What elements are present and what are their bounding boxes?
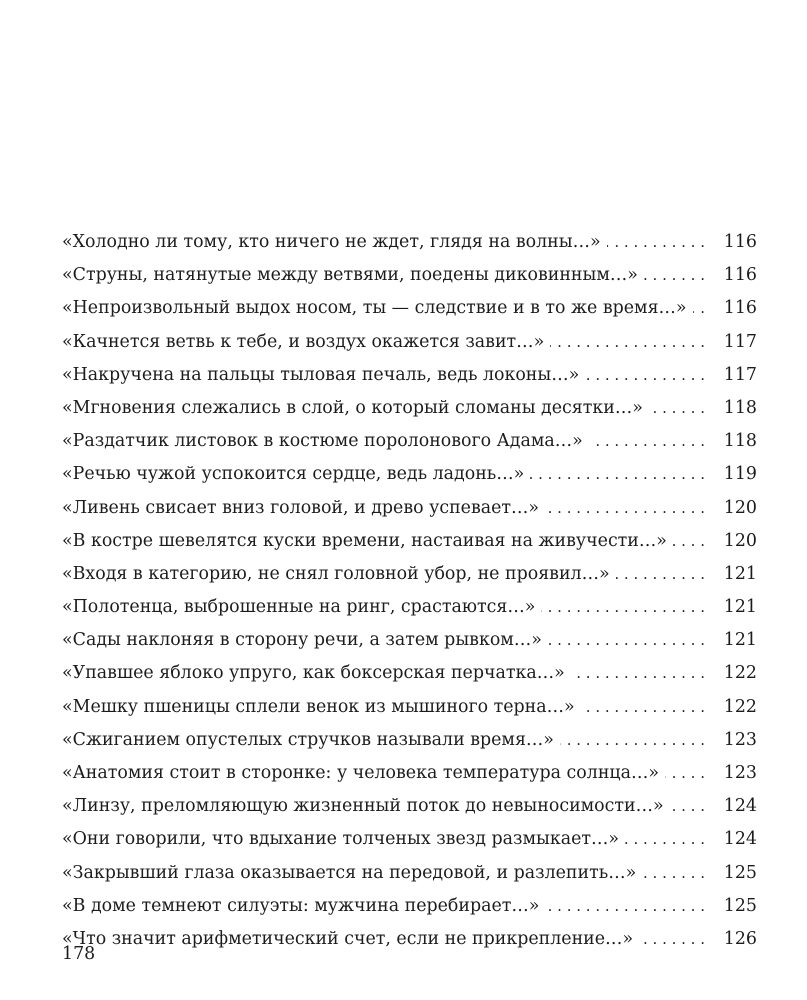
dot-leader <box>673 525 717 558</box>
toc-entry <box>62 292 757 325</box>
dot-leader <box>644 259 717 292</box>
toc-entry-page: 117 <box>723 331 757 352</box>
dot-leader <box>545 890 717 923</box>
dot-leader <box>548 624 717 657</box>
toc-entry <box>62 890 757 923</box>
toc-entry-page: 121 <box>723 563 757 584</box>
toc-entry-title: «Мешку пшеницы сплели венок из мышиного терна…» <box>62 696 575 717</box>
toc-entry-page: 124 <box>723 829 757 850</box>
toc-entry-page: 119 <box>723 464 757 485</box>
toc-entry-title: «Они говорили, что вдыхание толченых звезд размыкает…» <box>62 829 620 850</box>
dot-leader <box>607 226 717 259</box>
toc-entry <box>62 790 757 823</box>
toc-entry-title: «Непроизвольный выдох носом, ты — следствие и в то же время…» <box>62 298 687 319</box>
toc-entry-title: «Сжиганием опустелых стручков называли время…» <box>62 729 554 750</box>
toc-entry-title: «Мгновения слежались в слой, о который сломаны десятки…» <box>62 397 643 418</box>
toc-entry-title: «Ливень свисает вниз головой, и древо успевает…» <box>62 497 540 518</box>
toc-entry-page: 116 <box>723 232 757 252</box>
toc-entry <box>62 492 757 525</box>
toc-entry <box>62 458 757 491</box>
toc-entry-page: 121 <box>723 630 757 651</box>
toc-entry-title: «В костре шевелятся куски времени, настаивая на живучести…» <box>62 530 667 551</box>
dot-leader <box>649 392 717 425</box>
toc-entry-title: «Линзу, преломляющую жизненный поток до невыносимости…» <box>62 796 664 817</box>
toc-entry-title: «В доме темнеют силуэты: мужчина перебирает…» <box>62 895 540 916</box>
toc-entry-page: 118 <box>723 397 757 418</box>
toc-entry-title: «Упавшее яблоко упруго, как боксерская перчатка…» <box>62 663 565 684</box>
dot-leader <box>625 823 717 856</box>
dot-leader <box>670 790 717 823</box>
toc-entry-page: 120 <box>723 497 757 518</box>
toc-entry <box>62 923 757 956</box>
toc-entry <box>62 425 757 458</box>
toc-entry-page: 122 <box>723 663 757 684</box>
toc-entry <box>62 857 757 890</box>
page-number: 178 <box>62 944 96 964</box>
toc-entry <box>62 359 757 392</box>
dot-leader <box>560 724 717 757</box>
toc-entry-title: «Что значит арифметический счет, если не прикрепление…» <box>62 928 634 949</box>
toc-entry-title: «Раздатчик листовок в костюме поролонового Адама…» <box>62 431 583 452</box>
toc-entry <box>62 691 757 724</box>
toc-entry-title: «Холодно ли тому, кто ничего не ждет, глядя на волны…» <box>62 232 601 252</box>
toc-entry-page: 123 <box>723 763 757 783</box>
toc-entry-page: 122 <box>723 696 757 717</box>
dot-leader <box>693 292 717 325</box>
toc-entry <box>62 259 757 292</box>
toc-entry-page: 123 <box>723 729 757 750</box>
toc-entry <box>62 326 757 359</box>
toc-entry-page: 125 <box>723 862 757 883</box>
dot-leader <box>541 591 717 624</box>
toc-entry <box>62 724 757 757</box>
table-of-contents <box>62 226 757 956</box>
toc-entry-title: «Входя в категорию, не снял головной убор, не проявил…» <box>62 563 610 584</box>
toc-entry <box>62 591 757 624</box>
dot-leader <box>616 558 717 591</box>
toc-entry <box>62 392 757 425</box>
toc-entry-title: «Качнется ветвь к тебе, и воздух окажется завит…» <box>62 331 545 352</box>
toc-entry <box>62 525 757 558</box>
toc-entry-title: «Накручена на пальцы тыловая печаль, ведь локоны…» <box>62 364 580 385</box>
toc-entry-title: «Полотенца, выброшенные на ринг, срастаются…» <box>62 597 536 618</box>
toc-entry-page: 125 <box>723 895 757 916</box>
toc-entry-title: «Закрывший глаза оказывается на передовой, и разлепить…» <box>62 862 637 883</box>
toc-entry-title: «Сады наклоняя в сторону речи, а затем рывком…» <box>62 630 542 651</box>
toc-entry-title: «Анатомия стоит в сторонке: у человека температура солнца…» <box>62 763 659 783</box>
dot-leader <box>530 458 717 491</box>
dot-leader <box>665 757 717 790</box>
toc-entry <box>62 226 757 259</box>
toc-entry <box>62 624 757 657</box>
toc-entry-title: «Струны, натянутые между ветвями, поедены диковинным…» <box>62 265 638 286</box>
toc-entry-title: «Речью чужой успокоится сердце, ведь ладонь…» <box>62 464 525 485</box>
toc-entry-page: 116 <box>723 298 757 319</box>
toc-entry-page: 121 <box>723 597 757 618</box>
toc-entry <box>62 558 757 591</box>
toc-entry <box>62 757 757 790</box>
dot-leader <box>571 657 717 690</box>
dot-leader <box>585 359 717 392</box>
dot-leader <box>545 492 717 525</box>
toc-entry-page: 124 <box>723 796 757 817</box>
toc-entry-page: 126 <box>723 928 757 949</box>
dot-leader <box>589 425 717 458</box>
dot-leader <box>639 923 717 956</box>
toc-entry-page: 120 <box>723 530 757 551</box>
toc-entry-page: 117 <box>723 364 757 385</box>
dot-leader <box>550 326 717 359</box>
toc-entry <box>62 823 757 856</box>
toc-entry-page: 118 <box>723 431 757 452</box>
toc-entry <box>62 657 757 690</box>
dot-leader <box>642 857 717 890</box>
toc-entry-page: 116 <box>723 265 757 286</box>
dot-leader <box>581 691 717 724</box>
